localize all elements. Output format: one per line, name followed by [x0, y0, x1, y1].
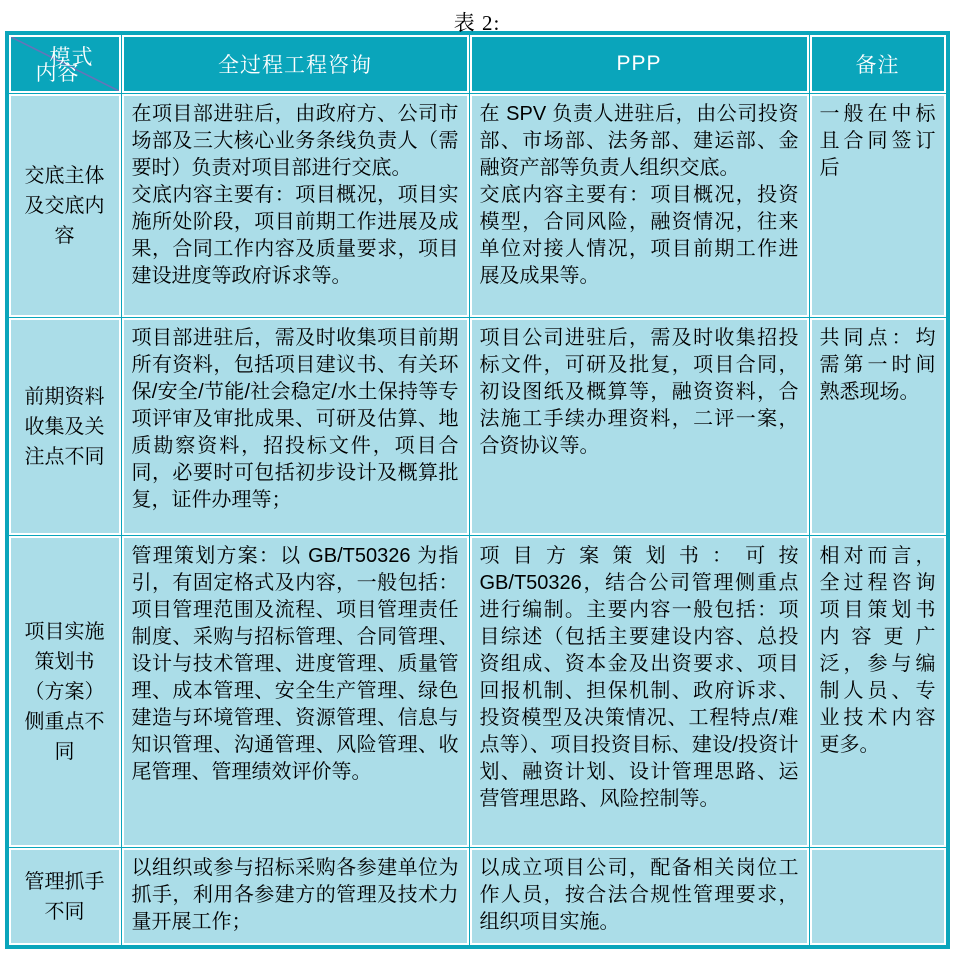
header-note: 备注	[810, 35, 946, 93]
header-row	[9, 35, 946, 93]
row-label: 管理抓手不同	[9, 848, 121, 945]
cell-consulting: 项目部进驻后，需及时收集项目前期所有资料，包括项目建议书、有关环保/安全/节能/社会稳定/水土保持等专项评审及审批成果、可研及估算、地质勘察资料，招投标文件，项目合同，必要时可包括初步设计及概算批复，证件办理等；	[122, 318, 469, 535]
cell-consulting: 管理策划方案：以 GB/T50326 为指引，有固定格式及内容，一般包括：项目管理范围及流程、项目管理责任制度、采购与招标管理、合同管理、设计与技术管理、进度管理、质量管理、成本管理、安全生产管理、绿色建造与环境管理、资源管理、信息与知识管理、沟通管理、风险管理、收尾管理、管理绩效评价等。	[122, 536, 469, 847]
cell-consulting: 在项目部进驻后，由政府方、公司市场部及三大核心业务条线负责人（需要时）负责对项目部进行交底。 交底内容主要有：项目概况，项目实施所处阶段，项目前期工作进展及成果，合同工作内容及质量要求，项目建设进度等政府诉求等。	[122, 94, 469, 317]
cell-consulting: 以组织或参与招标采购各参建单位为抓手，利用各参建方的管理及技术力量开展工作；	[122, 848, 469, 945]
corner-label-mode: 模式	[49, 46, 94, 69]
cell-note: 一般在中标且合同签订后	[810, 94, 946, 317]
header-corner-cell	[9, 35, 121, 93]
cell-note	[810, 848, 946, 945]
table-row	[9, 94, 946, 317]
corner-label-content: 内容	[35, 62, 80, 85]
cell-note: 共同点：均需第一时间熟悉现场。	[810, 318, 946, 535]
table-header	[9, 35, 946, 93]
cell-ppp: 在 SPV 负责人进驻后，由公司投资部、市场部、法务部、建运部、金融资产部等负责人组织交底。 交底内容主要有：项目概况，投资模型，合同风险，融资情况，往来单位对接人情况，项目前期工作进展及成果等。	[470, 94, 809, 317]
table-row	[9, 318, 946, 535]
row-label: 前期资料收集及关注点不同	[9, 318, 121, 535]
header-ppp: PPP	[470, 35, 809, 93]
header-consulting: 全过程工程咨询	[122, 35, 469, 93]
table-row	[9, 536, 946, 847]
table-caption: 表 2:	[453, 11, 501, 35]
table-body	[9, 94, 946, 945]
cell-note: 相对而言，全过程咨询项目策划书内容更广泛，参与编制人员、专业技术内容更多。	[810, 536, 946, 847]
cell-ppp: 项目方案策划书：可按 GB/T50326，结合公司管理侧重点进行编制。主要内容一般包括：项目综述（包括主要建设内容、总投资组成、资本金及出资要求、项目回报机制、担保机制、政府诉求、投资模型及决策情况、工程特点/难点等）、项目投资目标、建设/投资计划、融资计划、设计管理思路、运营管理思路、风险控制等。	[470, 536, 809, 847]
row-label: 项目实施策划书（方案）侧重点不同	[9, 536, 121, 847]
comparison-table	[5, 31, 950, 949]
table-row	[9, 848, 946, 945]
cell-ppp: 以成立项目公司，配备相关岗位工作人员，按合法合规性管理要求，组织项目实施。	[470, 848, 809, 945]
row-label: 交底主体及交底内容	[9, 94, 121, 317]
cell-ppp: 项目公司进驻后，需及时收集招投标文件，可研及批复，项目合同，初设图纸及概算等，融资资料，合法施工手续办理资料，二评一案，合资协议等。	[470, 318, 809, 535]
